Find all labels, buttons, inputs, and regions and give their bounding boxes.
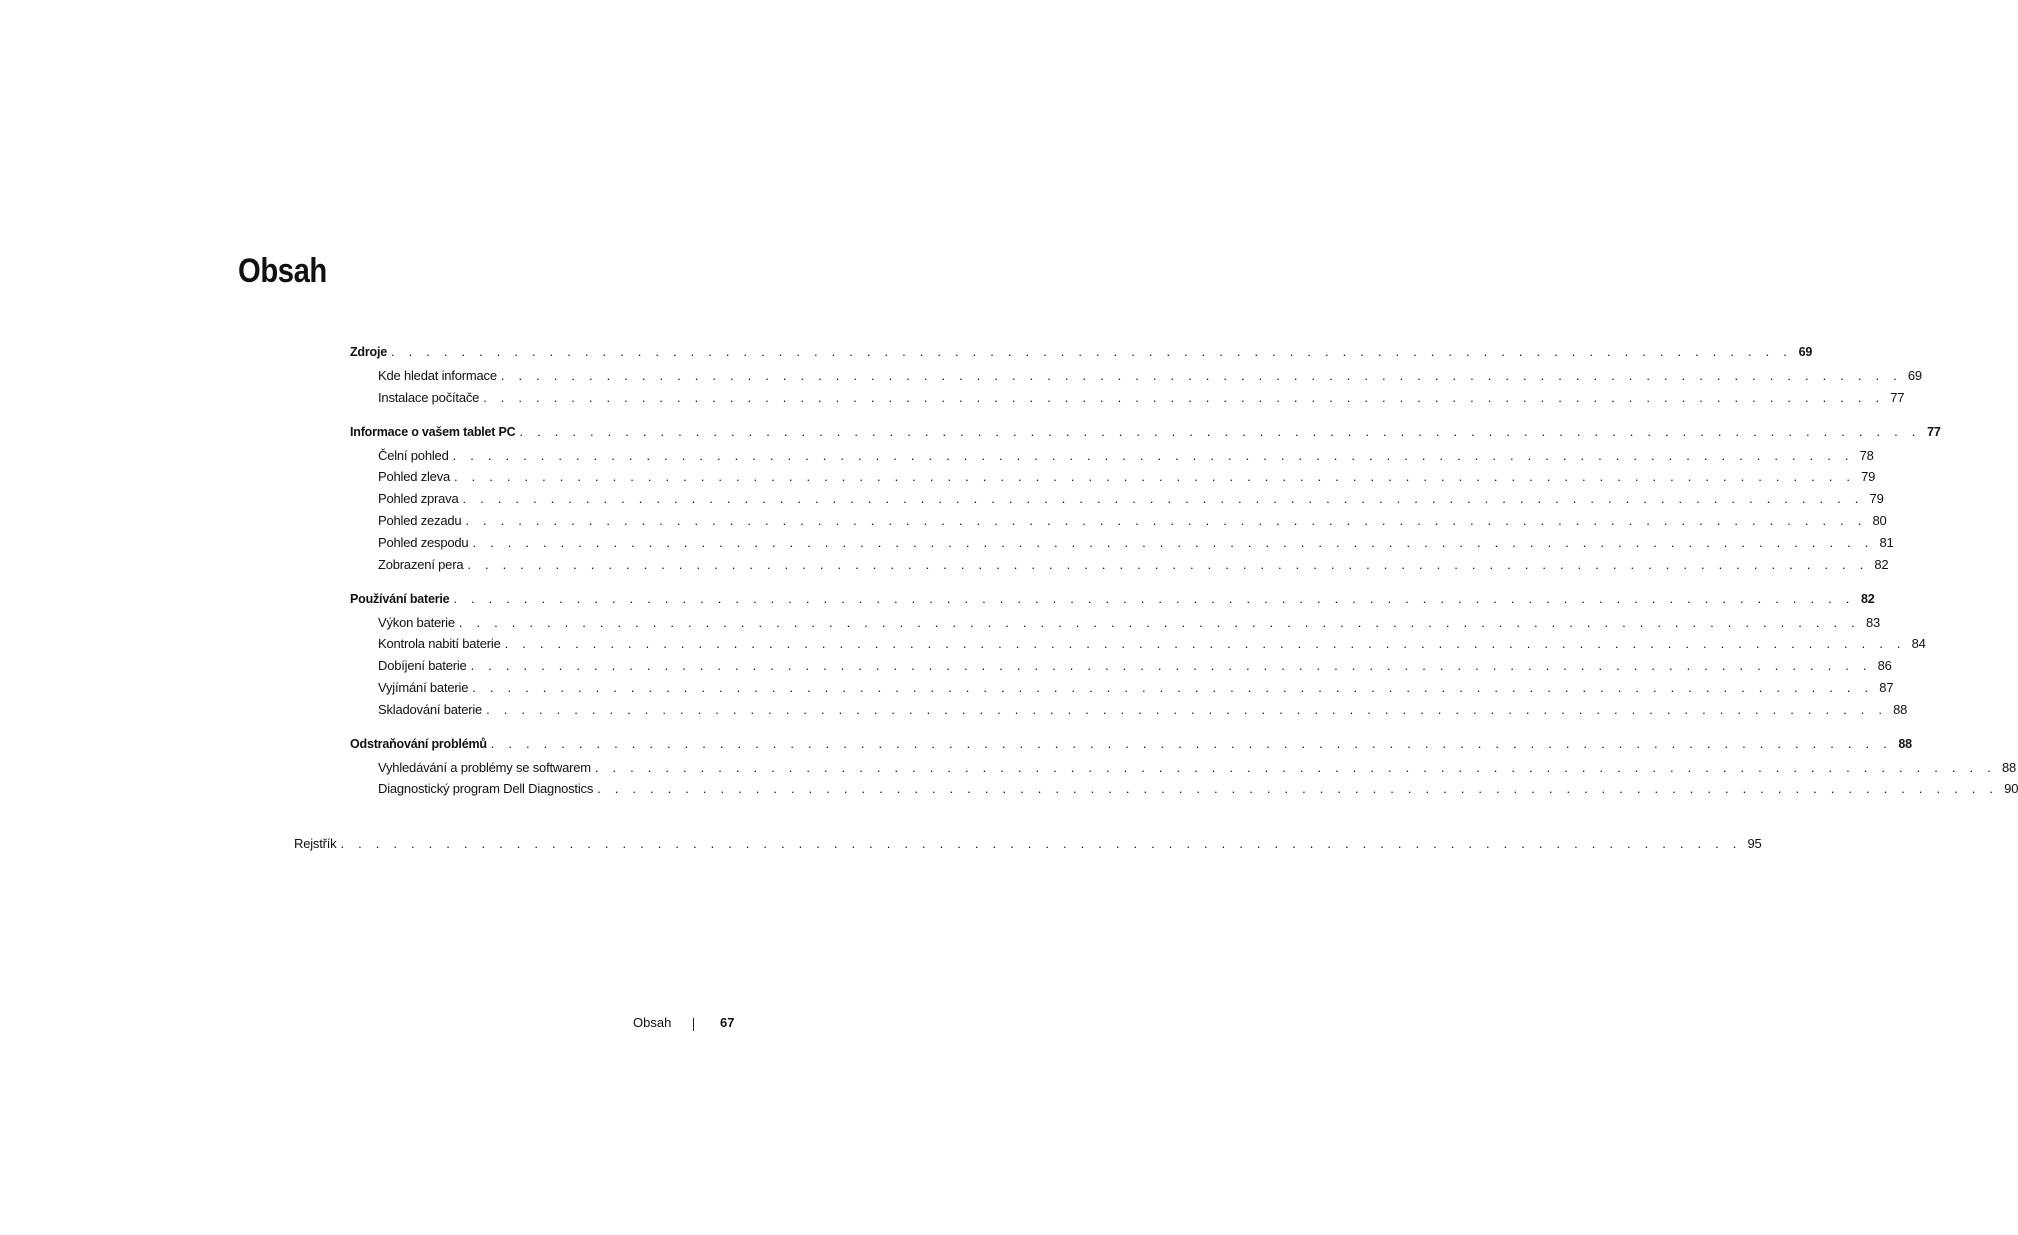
- toc-entry-label: Instalace počítače: [378, 390, 480, 405]
- toc-leader-dots: . . . . . . . . . . . . . . . . . . . . . . . . . . . . . . . . . . . . . . . . . . . . . . . . . . . . . . . . . . . . . . . . . . . . . . . . . . . . . . . .: [391, 344, 1793, 359]
- toc-leader-dots: . . . . . . . . . . . . . . . . . . . . . . . . . . . . . . . . . . . . . . . . . . . . . . . . . . . . . . . . . . . . . . . . . . . . . . . . . . . . . . . .: [519, 424, 1921, 439]
- toc-entry-page: 87: [1879, 680, 1894, 695]
- toc-entry-page: 69: [1907, 368, 1922, 383]
- toc-leader-dots: . . . . . . . . . . . . . . . . . . . . . . . . . . . . . . . . . . . . . . . . . . . . . . . . . . . . . . . . . . . . . . . . . . . . . . . . . . . . . . . .: [472, 680, 1874, 695]
- toc-leader-dots: . . . . . . . . . . . . . . . . . . . . . . . . . . . . . . . . . . . . . . . . . . . . . . . . . . . . . . . . . . . . . . . . . . . . . . . . . . . . . . . .: [458, 615, 1860, 630]
- toc-leader-dots: . . . . . . . . . . . . . . . . . . . . . . . . . . . . . . . . . . . . . . . . . . . . . . . . . . . . . . . . . . . . . . . . . . . . . . . . . . . . . . . .: [472, 535, 1874, 550]
- toc-entry-page: 79: [1869, 491, 1884, 506]
- toc-entry-label: Pohled zprava: [378, 491, 459, 506]
- toc-entry[interactable]: [378, 636, 1926, 651]
- toc-leader-dots: . . . . . . . . . . . . . . . . . . . . . . . . . . . . . . . . . . . . . . . . . . . . . . . . . . . . . . . . . . . . . . . . . . . . . . . . . . . . . . . .: [454, 469, 1856, 484]
- toc-entry-page: 88: [1898, 737, 1912, 751]
- toc-entry-page: 77: [1890, 390, 1905, 405]
- toc-entry-page: 86: [1877, 658, 1892, 673]
- toc-entry-label: Zobrazení pera: [378, 557, 464, 572]
- toc-entry-page: 95: [1747, 836, 1762, 851]
- toc-leader-dots: . . . . . . . . . . . . . . . . . . . . . . . . . . . . . . . . . . . . . . . . . . . . . . . . . . . . . . . . . . . . . . . . . . . . . . . . . . . . . . . .: [594, 760, 1996, 775]
- toc-entry[interactable]: [378, 760, 2016, 775]
- toc-entry-label: Čelní pohled: [378, 448, 449, 463]
- toc-entry-page: 77: [1927, 425, 1941, 439]
- toc-entry-label: Odstraňování problémů: [350, 737, 487, 751]
- toc-entry-label: Výkon baterie: [378, 615, 455, 630]
- toc-entry-label: Skladování baterie: [378, 702, 483, 717]
- toc-entry[interactable]: [350, 424, 1941, 439]
- toc-entry[interactable]: [378, 390, 1905, 405]
- page-title: Obsah: [238, 252, 327, 290]
- toc-entry-label: Diagnostický program Dell Diagnostics: [378, 781, 594, 796]
- toc-entry[interactable]: [378, 658, 1892, 673]
- toc-leader-dots: . . . . . . . . . . . . . . . . . . . . . . . . . . . . . . . . . . . . . . . . . . . . . . . . . . . . . . . . . . . . . . . . . . . . . . . . . . . . . . . .: [340, 836, 1742, 851]
- toc-entry-label: Zdroje: [350, 345, 387, 359]
- toc-entry[interactable]: [350, 591, 1875, 606]
- toc-entry-label: Vyhledávání a problémy se softwarem: [378, 760, 591, 775]
- toc-entry-label: Dobíjení baterie: [378, 658, 467, 673]
- toc-entry[interactable]: [378, 368, 1922, 383]
- toc-entry[interactable]: [378, 781, 2018, 796]
- toc-entry-label: Rejstřík: [294, 836, 337, 851]
- toc-entry-page: 88: [1893, 702, 1908, 717]
- toc-leader-dots: . . . . . . . . . . . . . . . . . . . . . . . . . . . . . . . . . . . . . . . . . . . . . . . . . . . . . . . . . . . . . . . . . . . . . . . . . . . . . . . .: [483, 390, 1885, 405]
- toc-leader-dots: . . . . . . . . . . . . . . . . . . . . . . . . . . . . . . . . . . . . . . . . . . . . . . . . . . . . . . . . . . . . . . . . . . . . . . . . . . . . . . . .: [453, 591, 1855, 606]
- footer-separator: [693, 1018, 694, 1031]
- toc-leader-dots: . . . . . . . . . . . . . . . . . . . . . . . . . . . . . . . . . . . . . . . . . . . . . . . . . . . . . . . . . . . . . . . . . . . . . . . . . . . . . . . .: [467, 557, 1869, 572]
- toc-leader-dots: . . . . . . . . . . . . . . . . . . . . . . . . . . . . . . . . . . . . . . . . . . . . . . . . . . . . . . . . . . . . . . . . . . . . . . . . . . . . . . . .: [465, 513, 1867, 528]
- toc-entry-label: Pohled zespodu: [378, 535, 469, 550]
- toc-entry-label: Pohled zezadu: [378, 513, 462, 528]
- toc-entry[interactable]: [378, 448, 1874, 463]
- toc-entry-page: 81: [1879, 535, 1894, 550]
- toc-entry[interactable]: [294, 836, 1762, 851]
- toc-entry[interactable]: [378, 615, 1880, 630]
- toc-entry[interactable]: [378, 702, 1908, 717]
- toc-leader-dots: . . . . . . . . . . . . . . . . . . . . . . . . . . . . . . . . . . . . . . . . . . . . . . . . . . . . . . . . . . . . . . . . . . . . . . . . . . . . . . . .: [486, 702, 1888, 717]
- footer-section-name: Obsah: [633, 1015, 672, 1030]
- toc-entry-label: Informace o vašem tablet PC: [350, 425, 516, 439]
- toc-entry-page: 83: [1865, 615, 1880, 630]
- toc-leader-dots: . . . . . . . . . . . . . . . . . . . . . . . . . . . . . . . . . . . . . . . . . . . . . . . . . . . . . . . . . . . . . . . . . . . . . . . . . . . . . . . .: [490, 736, 1892, 751]
- toc-entry-label: Kde hledat informace: [378, 368, 497, 383]
- toc-entry[interactable]: [378, 469, 1876, 484]
- toc-entry-page: 82: [1861, 592, 1875, 606]
- toc-leader-dots: . . . . . . . . . . . . . . . . . . . . . . . . . . . . . . . . . . . . . . . . . . . . . . . . . . . . . . . . . . . . . . . . . . . . . . . . . . . . . . . .: [452, 448, 1854, 463]
- toc-entry[interactable]: [378, 513, 1887, 528]
- toc-entry-label: Kontrola nabití baterie: [378, 636, 501, 651]
- toc-entry[interactable]: [378, 535, 1894, 550]
- toc-entry-page: 82: [1874, 557, 1889, 572]
- toc-entry-page: 88: [2001, 760, 2016, 775]
- toc-leader-dots: . . . . . . . . . . . . . . . . . . . . . . . . . . . . . . . . . . . . . . . . . . . . . . . . . . . . . . . . . . . . . . . . . . . . . . . . . . . . . . . .: [462, 491, 1864, 506]
- toc-entry-label: Používání baterie: [350, 592, 450, 606]
- toc-entry[interactable]: [378, 557, 1889, 572]
- toc-leader-dots: . . . . . . . . . . . . . . . . . . . . . . . . . . . . . . . . . . . . . . . . . . . . . . . . . . . . . . . . . . . . . . . . . . . . . . . . . . . . . . . .: [500, 368, 1902, 383]
- toc-leader-dots: . . . . . . . . . . . . . . . . . . . . . . . . . . . . . . . . . . . . . . . . . . . . . . . . . . . . . . . . . . . . . . . . . . . . . . . . . . . . . . . .: [597, 781, 1999, 796]
- toc-entry-page: 80: [1872, 513, 1887, 528]
- toc-entry-page: 79: [1861, 469, 1876, 484]
- toc-entry-page: 78: [1859, 448, 1874, 463]
- toc-entry-page: 90: [2004, 781, 2018, 796]
- toc-entry[interactable]: [350, 344, 1813, 359]
- toc-entry-page: 84: [1911, 636, 1926, 651]
- toc-entry-page: 69: [1798, 345, 1813, 359]
- toc-entry[interactable]: [350, 736, 1912, 751]
- toc-leader-dots: . . . . . . . . . . . . . . . . . . . . . . . . . . . . . . . . . . . . . . . . . . . . . . . . . . . . . . . . . . . . . . . . . . . . . . . . . . . . . . . .: [470, 658, 1872, 673]
- toc-entry-label: Vyjímání baterie: [378, 680, 469, 695]
- toc-entry[interactable]: [378, 680, 1894, 695]
- toc-entry-label: Pohled zleva: [378, 469, 451, 484]
- toc-entry[interactable]: [378, 491, 1884, 506]
- footer-page-number: 67: [720, 1015, 735, 1030]
- toc-leader-dots: . . . . . . . . . . . . . . . . . . . . . . . . . . . . . . . . . . . . . . . . . . . . . . . . . . . . . . . . . . . . . . . . . . . . . . . . . . . . . . . .: [504, 636, 1906, 651]
